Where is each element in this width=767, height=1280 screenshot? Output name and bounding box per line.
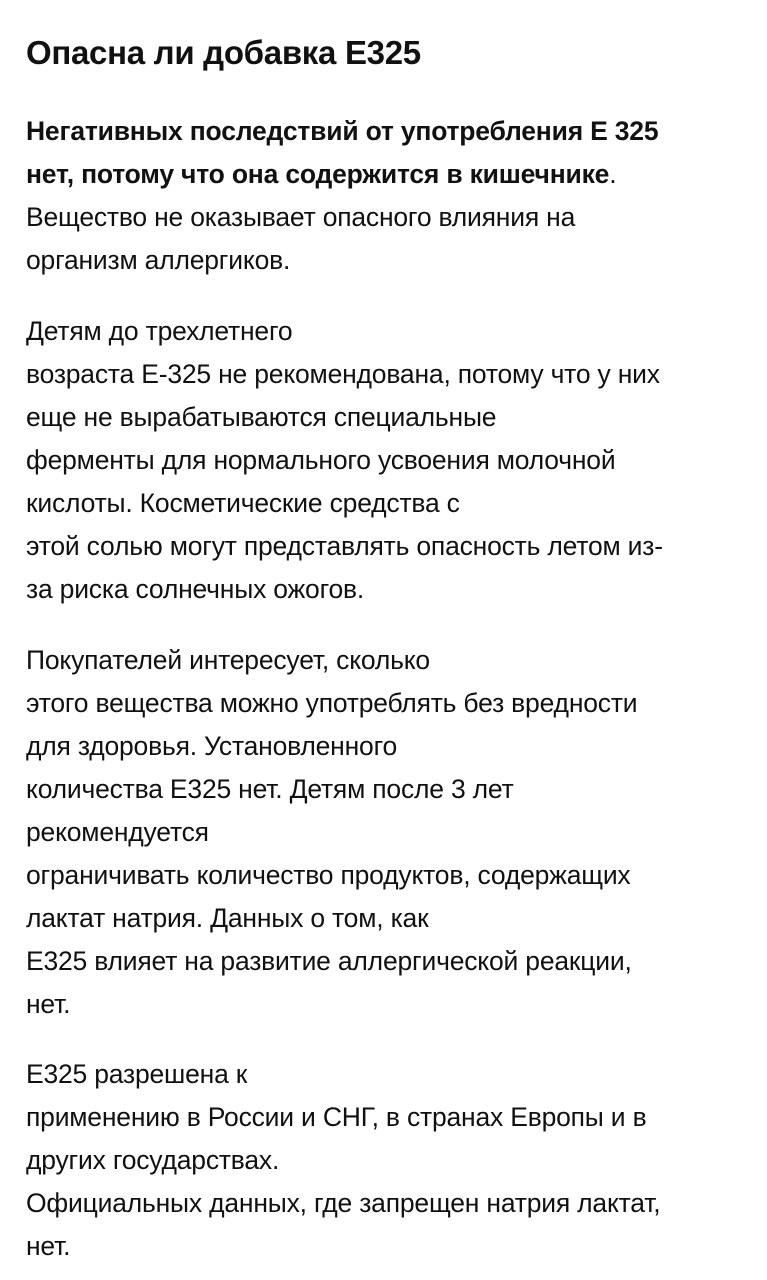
paragraph-line: применению в России и СНГ, в странах Европы и в (26, 1102, 647, 1132)
paragraph-line: рекомендуется (26, 817, 209, 847)
paragraph-line: этой солью могут представлять опасность летом из- (26, 531, 663, 561)
paragraph-line: количества E325 нет. Детям после 3 лет (26, 774, 514, 804)
paragraph-line: ферменты для нормального усвоения молочной (26, 445, 616, 475)
paragraph-line-mixed (26, 153, 658, 196)
paragraph-line: Официальных данных, где запрещен натрия лактат, (26, 1188, 661, 1218)
paragraph-line: Покупателей интересует, сколько (26, 645, 430, 675)
paragraph-line: Вещество не оказывает опасного влияния на (26, 202, 576, 232)
paragraph-line: E325 влияет на развитие аллергической реакции, (26, 946, 632, 976)
paragraph-line: Детям до трехлетнего (26, 316, 293, 346)
paragraph-line: кислоты. Косметические средства с (26, 488, 460, 518)
article-title: Опасна ли добавка E325 (26, 34, 421, 71)
paragraph-dosage (26, 639, 637, 1026)
paragraph-line: за риска солнечных ожогов. (26, 574, 365, 604)
paragraph-legal-status (26, 1053, 660, 1268)
paragraph-line: E325 разрешена к (26, 1059, 248, 1089)
paragraph-line-bold: Негативных последствий от употребления Е 325 (26, 116, 659, 146)
paragraph-line: других государствах. (26, 1145, 280, 1175)
paragraph-line: нет. (26, 989, 71, 1019)
paragraph-negative-effects (26, 110, 658, 282)
paragraph-line: для здоровья. Установленного (26, 731, 398, 761)
paragraph-line: нет. (26, 1231, 71, 1261)
paragraph-line: еще не вырабатываются специальные (26, 402, 497, 432)
paragraph-line: возраста Е-325 не рекомендована, потому что у них (26, 359, 660, 389)
paragraph-line: лактат натрия. Данных о том, как (26, 903, 429, 933)
paragraph-line: ограничивать количество продуктов, содержащих (26, 860, 631, 890)
paragraph-children (26, 310, 663, 611)
sentence-period: . (609, 159, 617, 189)
paragraph-line: этого вещества можно употреблять без вредности (26, 688, 638, 718)
paragraph-line-bold-part: нет, потому что она содержится в кишечнике (26, 159, 610, 189)
paragraph-line: организм аллергиков. (26, 245, 291, 275)
